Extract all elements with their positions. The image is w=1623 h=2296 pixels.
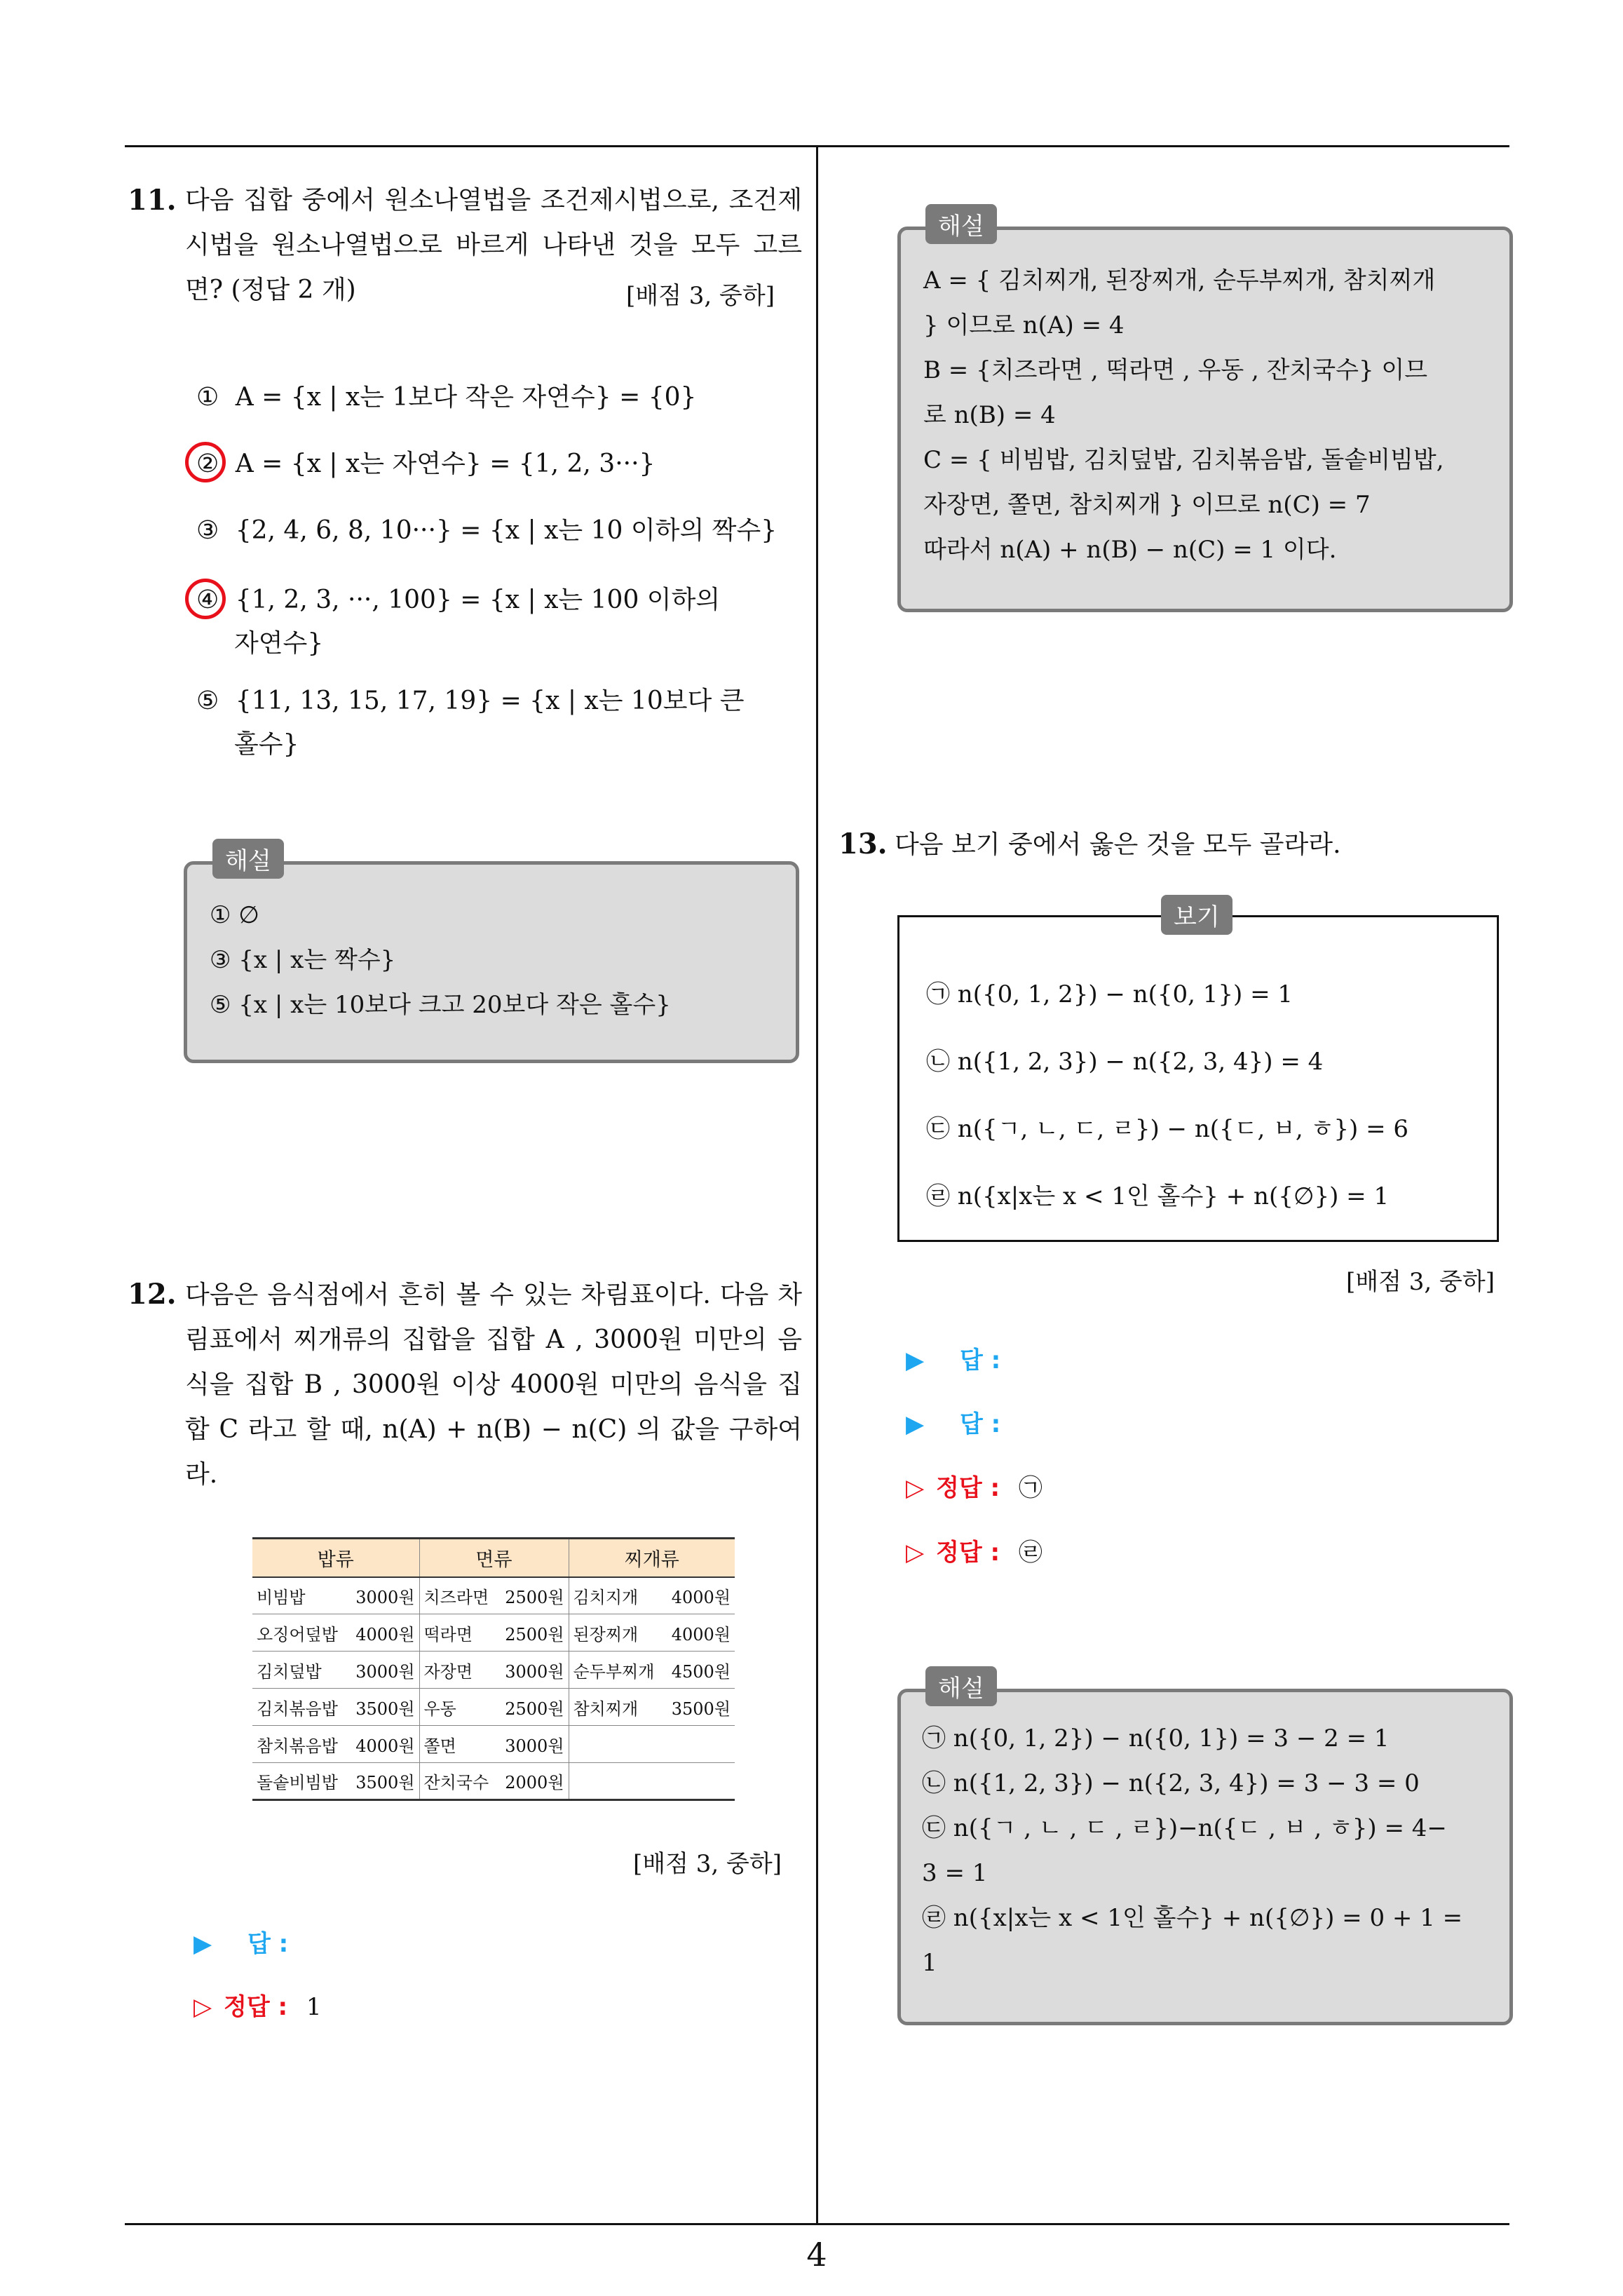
table-cell: 참치찌개 3500원 — [569, 1689, 735, 1726]
option-4[interactable] — [196, 578, 720, 623]
solution-line: ① ∅ — [210, 901, 259, 929]
table-cell: 쫄면 3000원 — [419, 1726, 569, 1763]
option-number: ③ — [196, 516, 219, 545]
answer-label: 답 : — [247, 1930, 289, 1958]
question-text: 다음 보기 중에서 옳은 것을 모두 골라라. — [895, 830, 1341, 859]
correct-label: 정답 : — [935, 1474, 1000, 1502]
option-5-continued: 홀수} — [234, 730, 299, 759]
triangle-right-icon: ▶ — [906, 1346, 925, 1375]
bogi-item: ㉣ n({x|x는 x < 1인 홀수} + n({∅}) = 1 — [926, 1182, 1390, 1210]
solution-box — [897, 227, 1513, 612]
table-cell: 순두부찌개 4500원 — [569, 1652, 735, 1689]
score-label: [배점 3, 중하] — [633, 1850, 782, 1878]
solution-line: 3 = 1 — [922, 1859, 988, 1887]
table-cell: 돌솥비빔밥 3500원 — [252, 1763, 419, 1800]
table-header: 밥류 — [252, 1539, 419, 1577]
answer-input-row[interactable] — [193, 1924, 288, 1959]
question-number: 12. — [128, 1278, 177, 1311]
table-cell: 참치볶음밥 4000원 — [252, 1726, 419, 1763]
solution-line: ㉣ n({x|x는 x < 1인 홀수} + n({∅}) = 0 + 1 = — [922, 1904, 1463, 1932]
bottom-rule — [125, 2223, 1509, 2225]
solution-line: 자장면, 쫄면, 참치찌개 } 이므로 n(C) = 7 — [923, 491, 1371, 519]
table-row — [252, 1763, 735, 1800]
question-text: 다음 집합 중에서 원소나열법을 조건제시법으로, 조건제시법을 원소나열법으로 바르게 나타낸 것을 모두 고르면? (정답 2 개) — [185, 186, 802, 304]
table-cell: 오징어덮밥 4000원 — [252, 1614, 419, 1652]
table-cell: 김치덮밥 3000원 — [252, 1652, 419, 1689]
table-row — [252, 1652, 735, 1689]
table-cell — [569, 1763, 735, 1800]
correct-value: ㉣ — [1018, 1539, 1043, 1567]
score-label: [배점 3, 중하] — [626, 282, 775, 310]
solution-box — [184, 861, 799, 1063]
page-number: 4 — [806, 2236, 827, 2274]
solution-tag: 해설 — [212, 839, 284, 879]
answer-input-row[interactable] — [906, 1405, 1000, 1439]
correct-answer-row — [193, 1987, 322, 2022]
question-number: 11. — [128, 184, 177, 217]
option-5[interactable] — [196, 679, 745, 724]
correct-label: 정답 : — [935, 1539, 1000, 1567]
option-number: ⑤ — [196, 687, 219, 715]
bogi-item: ㉢ n({ㄱ, ㄴ, ㄷ, ㄹ}) − n({ㄷ, ㅂ, ㅎ}) = 6 — [926, 1115, 1409, 1143]
table-cell: 떡라면 2500원 — [419, 1614, 569, 1652]
option-4-continued: 자연수} — [234, 629, 324, 658]
table-cell: 비빔밥 3000원 — [252, 1577, 419, 1614]
table-cell: 김치지개 4000원 — [569, 1577, 735, 1614]
triangle-right-icon: ▶ — [906, 1410, 925, 1438]
option-text: {1, 2, 3, ···, 100} = {x | x는 100 이하의 — [235, 586, 721, 614]
table-row — [252, 1577, 735, 1614]
option-1[interactable] — [196, 375, 696, 420]
option-3[interactable] — [196, 508, 777, 553]
solution-line: 따라서 n(A) + n(B) − n(C) = 1 이다. — [923, 536, 1337, 564]
solution-tag: 해설 — [925, 1666, 997, 1706]
answer-label: 답 : — [959, 1346, 1001, 1375]
correct-value: 1 — [306, 1993, 322, 2021]
option-2[interactable] — [196, 442, 655, 487]
solution-line: 로 n(B) = 4 — [923, 401, 1056, 429]
table-header: 찌개류 — [569, 1539, 735, 1577]
solution-line: B = {치즈라면 , 떡라면 , 우동 , 잔치국수} 이므 — [923, 356, 1428, 384]
correct-label: 정답 : — [223, 1993, 288, 2021]
solution-line: } 이므로 n(A) = 4 — [923, 311, 1125, 339]
table-cell: 잔치국수 2000원 — [419, 1763, 569, 1800]
correct-answer-row — [906, 1533, 1043, 1567]
table-cell — [569, 1726, 735, 1763]
table-cell: 치즈라면 2500원 — [419, 1577, 569, 1614]
option-number: ① — [196, 383, 219, 412]
menu-table — [252, 1537, 735, 1801]
triangle-outline-icon: ▷ — [906, 1539, 925, 1567]
solution-line: A = { 김치찌개, 된장찌개, 순두부찌개, 참치찌개 — [923, 266, 1436, 295]
correct-value: ㉠ — [1018, 1474, 1043, 1502]
bogi-tag: 보기 — [1161, 895, 1232, 935]
option-text: {11, 13, 15, 17, 19} = {x | x는 10보다 큰 — [235, 687, 745, 715]
option-text: A = {x | x는 자연수} = {1, 2, 3···} — [235, 450, 656, 478]
score-label: [배점 3, 중하] — [1346, 1268, 1495, 1296]
solution-line: ③ {x | x는 짝수} — [210, 946, 396, 974]
question-number: 13. — [838, 828, 888, 860]
option-number: ④ — [196, 586, 219, 614]
solution-box — [897, 1689, 1513, 2025]
table-row — [252, 1614, 735, 1652]
option-text: A = {x | x는 1보다 작은 자연수} = {0} — [235, 383, 697, 412]
solution-line: ㉡ n({1, 2, 3}) − n({2, 3, 4}) = 3 − 3 = 0 — [922, 1769, 1420, 1797]
solution-line: ⑤ {x | x는 10보다 크고 20보다 작은 홀수} — [210, 991, 671, 1019]
table-row — [252, 1726, 735, 1763]
bogi-item: ㉡ n({1, 2, 3}) − n({2, 3, 4}) = 4 — [926, 1048, 1324, 1076]
answer-label: 답 : — [959, 1410, 1001, 1438]
correct-answer-row — [906, 1468, 1043, 1503]
solution-line: C = { 비빔밥, 김치덮밥, 김치볶음밥, 돌솥비빔밥, — [923, 446, 1444, 474]
option-number: ② — [196, 450, 219, 478]
triangle-right-icon: ▶ — [193, 1930, 212, 1958]
table-cell: 김치볶음밥 3500원 — [252, 1689, 419, 1726]
triangle-outline-icon: ▷ — [193, 1993, 212, 2021]
bogi-box — [897, 915, 1499, 1242]
option-text: {2, 4, 6, 8, 10···} = {x | x는 10 이하의 짝수} — [235, 516, 777, 545]
table-cell: 우동 2500원 — [419, 1689, 569, 1726]
answer-input-row[interactable] — [906, 1341, 1000, 1375]
solution-line: 1 — [922, 1949, 937, 1977]
bogi-item: ㉠ n({0, 1, 2}) − n({0, 1}) = 1 — [926, 980, 1293, 1008]
column-divider — [816, 145, 818, 2224]
table-cell: 자장면 3000원 — [419, 1652, 569, 1689]
question-text: 다음은 음식점에서 흔히 볼 수 있는 차림표이다. 다음 차림표에서 찌개류의 집합을 집합 A , 3000원 미만의 음식을 집합 B , 3000원 이상 4000원 미만의 음식을 집합 C 라고 할 때, n(A) + n(B) − n(C) 의 값을 구하여라. — [185, 1281, 802, 1489]
table-row — [252, 1689, 735, 1726]
solution-line: ㉢ n({ㄱ , ㄴ , ㄷ , ㄹ})−n({ㄷ , ㅂ , ㅎ}) = 4− — [922, 1814, 1447, 1842]
table-cell: 된장찌개 4000원 — [569, 1614, 735, 1652]
solution-tag: 해설 — [925, 204, 997, 244]
triangle-outline-icon: ▷ — [906, 1474, 925, 1502]
table-header: 면류 — [419, 1539, 569, 1577]
solution-line: ㉠ n({0, 1, 2}) − n({0, 1}) = 3 − 2 = 1 — [922, 1724, 1390, 1753]
